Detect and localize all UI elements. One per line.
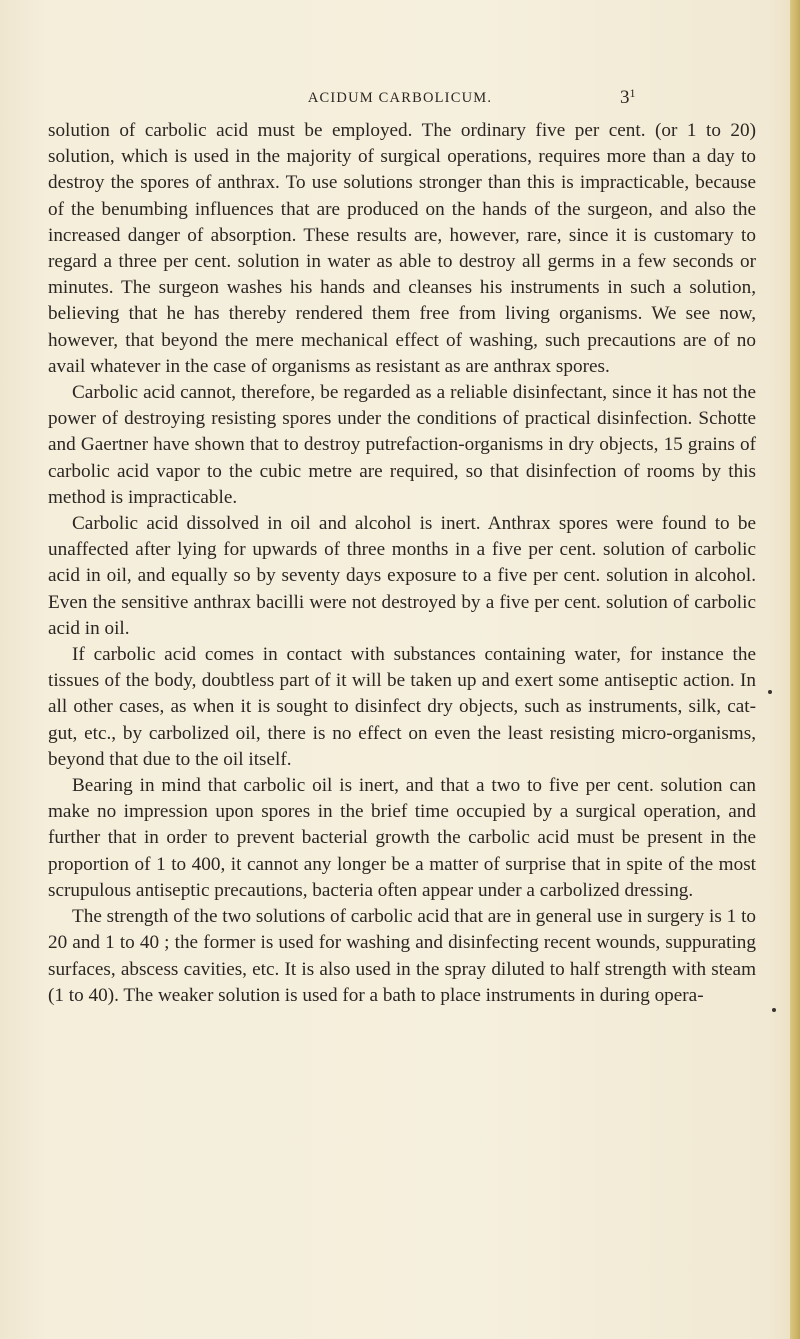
- page-header: [0, 82, 800, 112]
- paragraph-continued: solution of carbolic acid must be employed. The ordinary five per cent. (or 1 to 20) solution, which is used in the majority of surgical operations, requires more than a day to destroy the spores of anthrax. To use solutions stronger than this is impracticable, because of the benumbing influences that are produced on the hands of the surgeon, and also the increased danger of absorption. These results are, however, rare, since it is customary to regard a three per cent. solution in water as able to destroy all germs in a few seconds or minutes. The surgeon washes his hands and cleanses his instruments in such a solution, believing that he has thereby rendered them free from living organisms. We see now, however, that beyond the mere mechanical effect of washing, such precautions are of no avail whatever in the case of organisms as resistant as are anthrax spores.: [48, 120, 756, 377]
- ink-speck: [772, 1008, 776, 1012]
- paragraph: The strength of the two solutions of carbolic acid that are in general use in surgery is 1 to 20 and 1 to 40 ; the former is used for washing and disinfecting recent wounds, suppurating surfaces, abscess cavities, etc. It is also used in the spray diluted to half strength with steam (1 to 40). The weaker solution is used for a bath to place instruments in during opera-: [48, 906, 756, 1006]
- paragraph: If carbolic acid comes in contact with substances containing water, for instance the tissues of the body, doubtless part of it will be taken up and exert some antiseptic action. In all other cases, as when it is sought to disinfect dry objects, such as instruments, silk, cat-gut, etc., by carbolized oil, there is no effect on even the least resisting micro-organisms, beyond that due to the oil itself.: [48, 644, 756, 770]
- ink-speck: [768, 690, 772, 694]
- page-number-main: 3: [620, 87, 630, 108]
- page-number-suffix: 1: [629, 86, 636, 100]
- body-text: [48, 118, 756, 1009]
- running-head: ACIDUM CARBOLICUM.: [307, 90, 493, 106]
- paragraph: Bearing in mind that carbolic oil is inert, and that a two to five per cent. solution can make no impression upon spores in the brief time occupied by a surgical operation, and further that in order to prevent bacterial growth the carbolic acid must be present in the proportion of 1 to 400, it cannot any longer be a matter of surprise that in spite of the most scrupulous antiseptic precautions, bacteria often appear under a carbolized dressing.: [48, 775, 756, 901]
- page-number: [620, 86, 636, 109]
- page-edge: [790, 0, 800, 1339]
- paragraph: Carbolic acid dissolved in oil and alcohol is inert. Anthrax spores were found to be unaffected after lying for upwards of three months in a five per cent. solution of carbolic acid in oil, and equally so by seventy days exposure to a five per cent. solution in alcohol. Even the sensitive anthrax bacilli were not destroyed by a five per cent. solution of carbolic acid in oil.: [48, 513, 756, 639]
- paragraph: Carbolic acid cannot, therefore, be regarded as a reliable disinfectant, since it has not the power of destroying resisting spores under the conditions of practical disinfection. Schotte and Gaertner have shown that to destroy putrefaction-organisms in dry objects, 15 grains of carbolic acid vapor to the cubic metre are required, so that disinfection of rooms by this method is impracticable.: [48, 382, 756, 508]
